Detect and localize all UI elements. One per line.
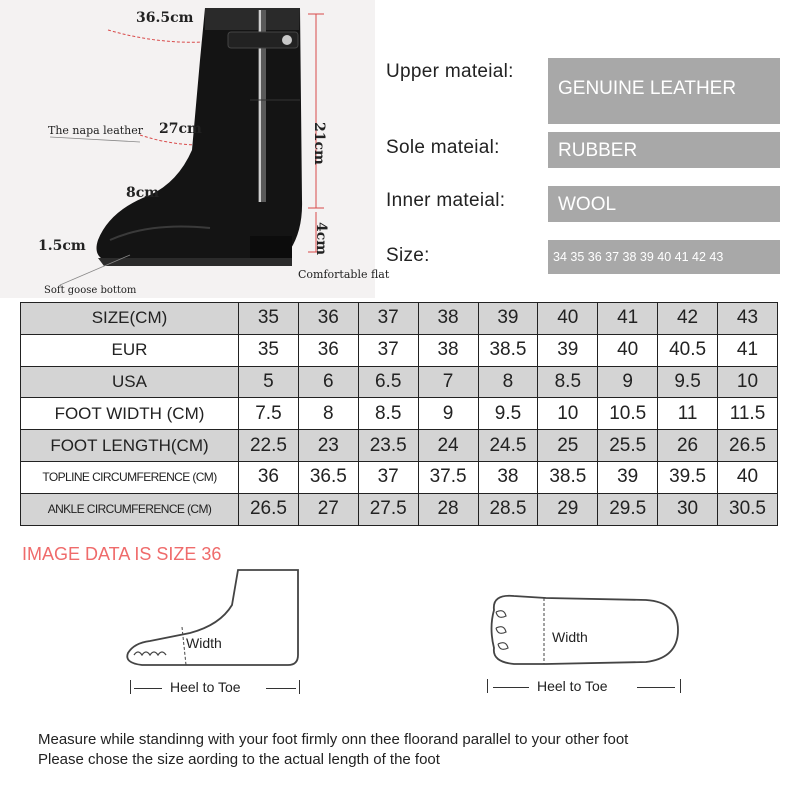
side-width-label: Width	[186, 635, 222, 651]
annotation-flat: Comfortable flat	[298, 268, 390, 281]
table-cell: 28.5	[478, 493, 538, 525]
table-cell: 38	[418, 303, 478, 335]
annotation-platform: 1.5cm	[38, 238, 86, 254]
size-table-row	[21, 430, 778, 462]
table-cell: 40	[718, 461, 778, 493]
table-cell: 39	[598, 461, 658, 493]
row-header: EUR	[21, 334, 239, 366]
size-range-value: 34 35 36 37 38 39 40 41 42 43	[548, 240, 780, 274]
table-cell: 36	[298, 303, 358, 335]
table-cell: 11.5	[718, 398, 778, 430]
table-cell: 38	[478, 461, 538, 493]
table-cell: 22.5	[239, 430, 299, 462]
table-cell: 26	[658, 430, 718, 462]
table-cell: 42	[658, 303, 718, 335]
table-cell: 11	[658, 398, 718, 430]
table-cell: 25	[538, 430, 598, 462]
image-size-note: IMAGE DATA IS SIZE 36	[22, 544, 222, 564]
annotation-mid-circumference: 27cm	[159, 121, 202, 137]
annotation-bottom: Soft goose bottom	[44, 285, 137, 296]
table-cell: 23	[298, 430, 358, 462]
row-header: USA	[21, 366, 239, 398]
upper-material-label: Upper mateial:	[386, 61, 514, 82]
table-cell: 10.5	[598, 398, 658, 430]
row-header: FOOT LENGTH(CM)	[21, 430, 239, 462]
table-cell: 36	[239, 461, 299, 493]
table-cell: 39	[538, 334, 598, 366]
table-cell: 37	[358, 334, 418, 366]
table-cell: 9.5	[478, 398, 538, 430]
table-cell: 9	[598, 366, 658, 398]
table-cell: 38.5	[538, 461, 598, 493]
side-length-label: Heel to Toe	[170, 679, 241, 695]
sole-material-label: Sole mateial:	[386, 137, 500, 158]
table-cell: 10	[538, 398, 598, 430]
table-cell: 40.5	[658, 334, 718, 366]
row-header: SIZE(CM)	[21, 303, 239, 335]
table-cell: 6	[298, 366, 358, 398]
instruction-line-1: Measure while standinng with your foot firmly onn thee floorand parallel to your other foot	[38, 731, 629, 748]
row-header: FOOT WIDTH (CM)	[21, 398, 239, 430]
upper-material-value: GENUINE LEATHER	[548, 58, 780, 124]
annotation-ankle: 8cm	[126, 185, 160, 201]
table-cell: 6.5	[358, 366, 418, 398]
table-cell: 9	[418, 398, 478, 430]
table-cell: 8.5	[538, 366, 598, 398]
sole-length-measure	[487, 679, 681, 695]
table-cell: 36.5	[298, 461, 358, 493]
table-cell: 36	[298, 334, 358, 366]
size-table-row	[21, 461, 778, 493]
inner-material-label: Inner mateial:	[386, 190, 506, 211]
table-cell: 43	[718, 303, 778, 335]
table-cell: 40	[598, 334, 658, 366]
annotation-heel-height: 4cm	[313, 222, 329, 256]
table-cell: 39	[478, 303, 538, 335]
table-cell: 28	[418, 493, 478, 525]
sole-width-label: Width	[552, 629, 588, 645]
sole-length-label: Heel to Toe	[537, 678, 608, 694]
annotation-top-circumference: 36.5cm	[136, 10, 194, 26]
table-cell: 8.5	[358, 398, 418, 430]
table-cell: 27.5	[358, 493, 418, 525]
table-cell: 7.5	[239, 398, 299, 430]
table-cell: 26.5	[239, 493, 299, 525]
table-cell: 29	[538, 493, 598, 525]
table-cell: 30	[658, 493, 718, 525]
table-cell: 41	[598, 303, 658, 335]
table-cell: 35	[239, 303, 299, 335]
inner-material-value: WOOL	[548, 186, 780, 222]
table-cell: 38	[418, 334, 478, 366]
table-cell: 5	[239, 366, 299, 398]
row-header: TOPLINE CIRCUMFERENCE (CM)	[21, 461, 239, 493]
size-table-row	[21, 398, 778, 430]
table-cell: 27	[298, 493, 358, 525]
size-label: Size:	[386, 245, 430, 266]
table-cell: 37	[358, 461, 418, 493]
table-cell: 37.5	[418, 461, 478, 493]
annotation-shaft-height: 21cm	[311, 122, 327, 165]
table-cell: 29.5	[598, 493, 658, 525]
row-header: ANKLE CIRCUMFERENCE (CM)	[21, 493, 239, 525]
size-table-row	[21, 303, 778, 335]
table-cell: 35	[239, 334, 299, 366]
annotation-napa: The napa leather	[48, 124, 144, 137]
table-cell: 23.5	[358, 430, 418, 462]
table-cell: 38.5	[478, 334, 538, 366]
table-cell: 7	[418, 366, 478, 398]
table-cell: 8	[298, 398, 358, 430]
table-cell: 10	[718, 366, 778, 398]
sole-material-value: RUBBER	[548, 132, 780, 168]
table-cell: 25.5	[598, 430, 658, 462]
product-photo	[0, 0, 390, 298]
size-table-row	[21, 366, 778, 398]
size-table	[20, 302, 778, 526]
table-cell: 41	[718, 334, 778, 366]
table-cell: 24	[418, 430, 478, 462]
side-length-measure	[130, 680, 300, 696]
size-table-row	[21, 493, 778, 525]
table-cell: 37	[358, 303, 418, 335]
table-cell: 30.5	[718, 493, 778, 525]
table-cell: 26.5	[718, 430, 778, 462]
table-cell: 8	[478, 366, 538, 398]
size-table-row	[21, 334, 778, 366]
table-cell: 40	[538, 303, 598, 335]
table-cell: 24.5	[478, 430, 538, 462]
instruction-line-2: Please chose the size aording to the actual length of the foot	[38, 751, 440, 768]
table-cell: 9.5	[658, 366, 718, 398]
table-cell: 39.5	[658, 461, 718, 493]
